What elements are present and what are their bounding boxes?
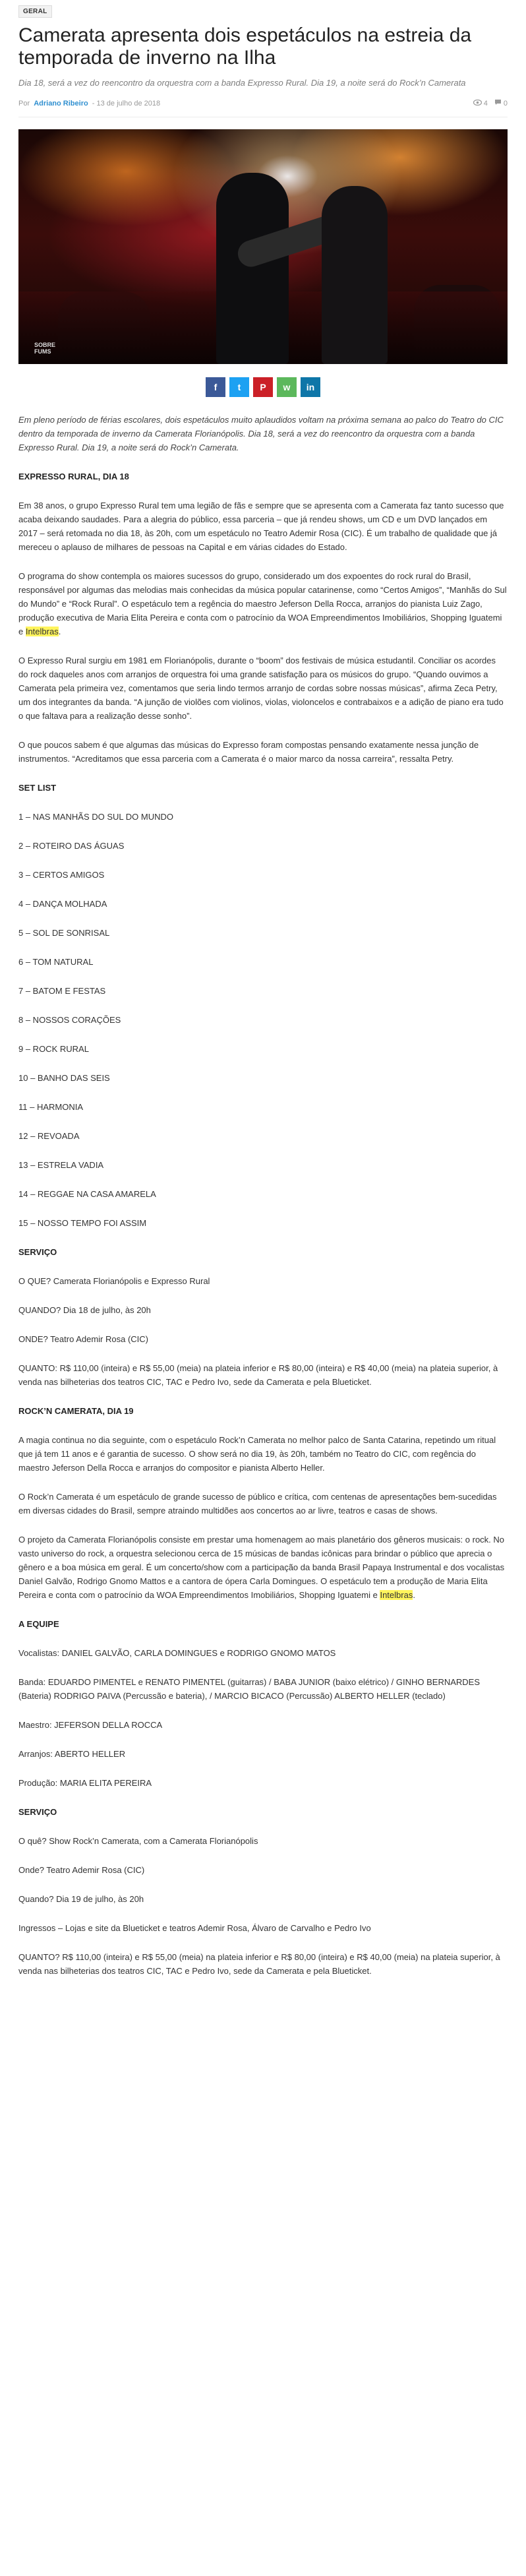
- share-buttons: [18, 377, 508, 397]
- paragraph: O que poucos sabem é que algumas das músicas do Expresso foram compostas pensando exatamente nessa junção de instrumentos. “Acreditamos que essa parceria com a Camerata é o maior marco da nossa carreira”, ressalta Petry.: [18, 740, 479, 764]
- setlist-item: 10 – BANHO DAS SEIS: [18, 1073, 110, 1083]
- setlist-item: 2 – ROTEIRO DAS ÁGUAS: [18, 841, 125, 851]
- facebook-share-button[interactable]: [206, 377, 225, 397]
- service-when: QUANDO? Dia 18 de julho, às 20h: [18, 1305, 151, 1315]
- setlist-item: 4 – DANÇA MOLHADA: [18, 899, 107, 909]
- whatsapp-icon: w: [283, 382, 291, 392]
- linkedin-share-button[interactable]: [301, 377, 320, 397]
- by-label: Por: [18, 99, 30, 107]
- team-arrangements: Arranjos: ABERTO HELLER: [18, 1749, 126, 1759]
- whatsapp-share-button[interactable]: [277, 377, 297, 397]
- comments-count: 0: [503, 99, 508, 107]
- meta-stats: [473, 99, 508, 107]
- twitter-share-button[interactable]: [229, 377, 249, 397]
- twitter-icon: t: [237, 382, 241, 392]
- service-where: ONDE? Teatro Ademir Rosa (CIC): [18, 1334, 148, 1344]
- team-production: Produção: MARIA ELITA PEREIRA: [18, 1778, 152, 1788]
- service-price: QUANTO? R$ 110,00 (inteira) e R$ 55,00 (meia) na plateia inferior e R$ 80,00 (inteira) e R$ 40,00 (meia) na plateia superior, à venda nas bilheterias dos teatros CIC, TAC e Pedro Ivo, sede da Camerata e pela Blueticket.: [18, 1952, 500, 1976]
- section-heading-expresso: EXPRESSO RURAL, DIA 18: [18, 472, 129, 481]
- section-heading-servico: SERVIÇO: [18, 1247, 57, 1257]
- paragraph-text: O programa do show contempla os maiores sucessos do grupo, considerado um dos expoentes do rock rural do Brasil, responsável por algumas das melodias mais conhecidas da música popular catarinense, como “Certos Amigos”, “Manhãs do Sul do Mundo” e “Rock Rural”. O espetáculo tem a regência do maestro Jeferson Della Rocca, arranjos do pianista Luiz Zago, produção executiva de Maria Elita Pereira e conta com o patrocínio da WOA Empreendimentos Imobiliários, Shopping Iguatemi e: [18, 571, 507, 636]
- pinterest-icon: P: [260, 382, 266, 392]
- comments-stat[interactable]: [494, 99, 508, 107]
- paragraph: [18, 1533, 508, 1602]
- service-where: Onde? Teatro Ademir Rosa (CIC): [18, 1865, 145, 1875]
- setlist-item: 11 – HARMONIA: [18, 1102, 84, 1112]
- paragraph: [18, 569, 508, 638]
- team-vocalists: Vocalistas: DANIEL GALVÃO, CARLA DOMINGUES e RODRIGO GNOMO MATOS: [18, 1648, 336, 1658]
- article-title: Camerata apresenta dois espetáculos na estreia da temporada de inverno na Ilha: [18, 24, 472, 69]
- setlist-item: 1 – NAS MANHÃS DO SUL DO MUNDO: [18, 812, 174, 822]
- pinterest-share-button[interactable]: [253, 377, 273, 397]
- paragraph: O Expresso Rural surgiu em 1981 em Florianópolis, durante o “boom” dos festivais de música estudantil. Conciliar os acordes do rock daqueles anos com arranjos de orquestra foi uma grande satisfação para os músicos do grupo. “Quando ouvimos a Camerata pela primeira vez, comentamos que seria lindo termos arranjo de cordas sobre nossas músicas”, afirma Zeca Petry, um dos integrantes da banda. “A junção de violões com violinos, violas, violoncelos e contrabaixos e a adição de piano era tudo o que faltava para a realização desse sonho”.: [18, 656, 504, 721]
- views-count: 4: [483, 99, 488, 107]
- section-heading-rock: ROCK’N CAMERATA, DIA 19: [18, 1406, 134, 1416]
- service-what: O quê? Show Rock’n Camerata, com a Camerata Florianópolis: [18, 1836, 258, 1846]
- service-when: Quando? Dia 19 de julho, às 20h: [18, 1894, 144, 1904]
- paragraph: Em 38 anos, o grupo Expresso Rural tem uma legião de fãs e sempre que se apresenta com a Camerata faz tanto sucesso que acaba deixando saudades. Para a alegria do público, essa parceria – que já rendeu shows, um CD e um DVD lançados em 2017 – será retomada no dia 18, às 20h, com um espetáculo no Teatro Ademir Rosa (CIC). É um trabalho de qualidade que já mereceu o aplauso de milhares de pessoas na Capital e em várias cidades do Estado.: [18, 501, 504, 552]
- intelbras-link[interactable]: Intelbras: [25, 627, 59, 636]
- section-heading-setlist: SET LIST: [18, 783, 57, 793]
- featured-image: [18, 129, 508, 364]
- linkedin-icon: in: [306, 382, 315, 392]
- intro-paragraph: Em pleno período de férias escolares, dois espetáculos muito aplaudidos voltam na próxima semana ao palco do Teatro do CIC dentro da temporada de inverno da Camerata Florianópolis. Dia 18, será a vez do reencontro da orquestra com a banda Expresso Rural. Dia 19, a noite será do Rock’n Camerata.: [18, 415, 504, 452]
- paragraph-text: .: [58, 627, 61, 636]
- team-maestro: Maestro: JEFERSON DELLA ROCCA: [18, 1720, 163, 1730]
- facebook-icon: f: [214, 382, 218, 392]
- hero-guitarist: [216, 173, 289, 364]
- paragraph-text: .: [413, 1590, 415, 1600]
- team-band: Banda: EDUARDO PIMENTEL e RENATO PIMENTEL (guitarras) / BABA JUNIOR (baixo elétrico) / GINHO BERNARDES (Bateria) RODRIGO PAIVA (Percussão e bateria), / MARCIO BICACO (Percussão) ALBERTO HELLER (teclado): [18, 1677, 481, 1701]
- intelbras-link[interactable]: Intelbras: [380, 1590, 413, 1600]
- paragraph: A magia continua no dia seguinte, com o espetáculo Rock’n Camerata no melhor palco de Santa Catarina, repetindo um ritual que já tem 11 anos e é garantia de sucesso. O show será no dia 19, às 20h, também no Teatro do CIC, com regência do maestro Jeferson Della Rocca e arranjos do compositor e pianista Alberto Heller.: [18, 1435, 496, 1473]
- setlist-item: 7 – BATOM E FESTAS: [18, 986, 106, 996]
- service-price: QUANTO: R$ 110,00 (inteira) e R$ 55,00 (meia) na plateia inferior e R$ 80,00 (inteira) e R$ 40,00 (meia) na plateia superior, à venda nas bilheterias dos teatros CIC, TAC e Pedro Ivo, sede da Camerata e pela Blueticket.: [18, 1363, 498, 1387]
- setlist-item: 9 – ROCK RURAL: [18, 1044, 89, 1054]
- section-heading-equipe: A EQUIPE: [18, 1619, 59, 1629]
- publish-date: - 13 de julho de 2018: [92, 99, 161, 107]
- setlist-item: 3 – CERTOS AMIGOS: [18, 870, 105, 880]
- views-stat: [473, 100, 488, 107]
- setlist-item: 12 – REVOADA: [18, 1131, 80, 1141]
- comment-icon: [494, 99, 502, 107]
- setlist-item: 6 – TOM NATURAL: [18, 957, 94, 967]
- paragraph: O Rock’n Camerata é um espetáculo de grande sucesso de público e crítica, com centenas de apresentações bem-sucedidas em diversas cidades do Brasil, sempre atraindo multidões aos concertos ao ar livre, teatros e casas de shows.: [18, 1492, 497, 1516]
- setlist-item: 8 – NOSSOS CORAÇÕES: [18, 1015, 121, 1025]
- setlist-item: 15 – NOSSO TEMPO FOI ASSIM: [18, 1218, 147, 1228]
- category-tag[interactable]: GERAL: [18, 5, 52, 18]
- setlist: [18, 810, 508, 1230]
- service-tickets: Ingressos – Lojas e site da Blueticket e teatros Ademir Rosa, Álvaro de Carvalho e Pedro Ivo: [18, 1923, 371, 1933]
- article-lead: Dia 18, será a vez do reencontro da orquestra com a banda Expresso Rural. Dia 19, a noite será do Rock’n Camerata: [18, 78, 466, 88]
- setlist-item: 5 – SOL DE SONRISAL: [18, 928, 110, 938]
- section-heading-servico-2: SERVIÇO: [18, 1807, 57, 1817]
- author-link[interactable]: Adriano Ribeiro: [34, 99, 88, 107]
- photo-credit: SOBRE FUMS: [34, 342, 56, 355]
- service-what: O QUE? Camerata Florianópolis e Expresso Rural: [18, 1276, 210, 1286]
- meta-byline: [18, 100, 162, 107]
- article-body: [18, 413, 508, 1978]
- eye-icon: [473, 100, 482, 107]
- hero-violinist: [322, 186, 388, 364]
- article-meta: [18, 99, 508, 117]
- setlist-item: 14 – REGGAE NA CASA AMARELA: [18, 1189, 156, 1199]
- setlist-item: 13 – ESTRELA VADIA: [18, 1160, 104, 1170]
- paragraph-text: O projeto da Camerata Florianópolis consiste em prestar uma homenagem ao mais planetário dos gêneros musicais: o rock. No vasto universo do rock, a orquestra selecionou cerca de 15 músicas de bandas icônicas para brindar o público que aprecia o gênero e a boa música em geral. É um concerto/show com a participação da banda Brasil Papaya Instrumental e dos vocalistas Daniel Galvão, Rodrigo Gnomo Mattos e a cantora de ópera Carla Domingues. O espetáculo tem a produção de Maria Elita Pereira e conta com o patrocínio da WOA Empreendimentos Imobiliários, Shopping Iguatemi e: [18, 1535, 505, 1600]
